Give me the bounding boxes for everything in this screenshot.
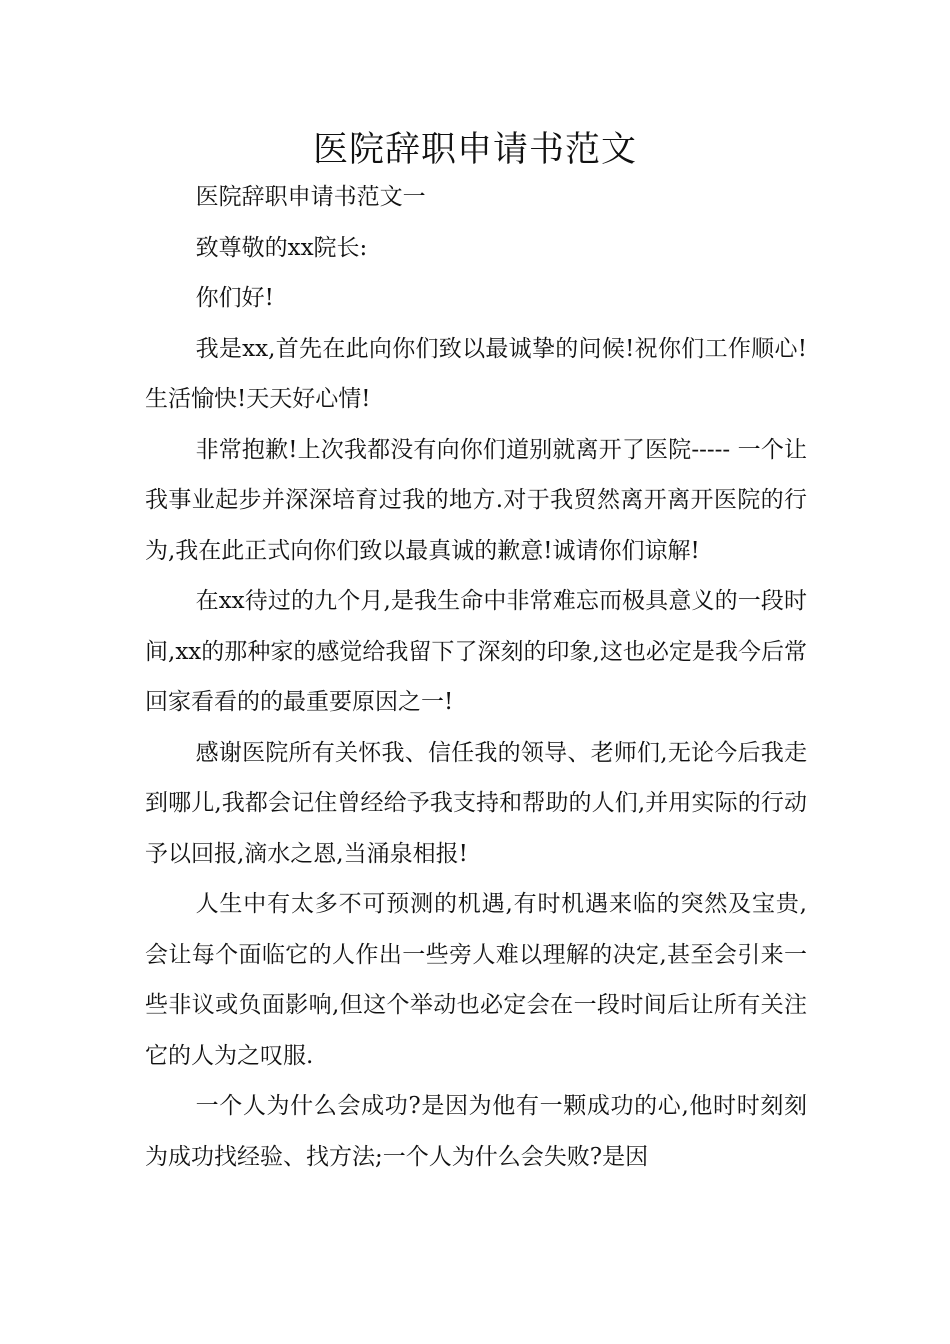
paragraph-subtitle: 医院辞职申请书范文一 — [195, 184, 426, 210]
paragraph: 一个人为什么会成功?是因为他有一颗成功的心,他时时刻刻为成功找经验、找方法;一个人为什么会失败?是因 — [145, 1093, 807, 1170]
paragraph: 非常抱歉!上次我都没有向你们道别就离开了医院----- 一个让我事业起步并深深培育过我的地方.对于我贸然离开离开医院的行为,我在此正式向你们致以最真诚的歉意!诚请你们谅解! — [145, 436, 807, 564]
paragraph: 人生中有太多不可预测的机遇,有时机遇来临的突然及宝贵,会让每个面临它的人作出一些旁人难以理解的决定,甚至会引来一些非议或负面影响,但这个举动也必定会在一段时间后让所有关注它的人为之叹服. — [145, 891, 807, 1069]
paragraph-salutation: 致尊敬的xx院长: — [195, 234, 368, 261]
paragraph: 感谢医院所有关怀我、信任我的领导、老师们,无论今后我走到哪儿,我都会记住曾经给予我支持和帮助的人们,并用实际的行动予以回报,滴水之恩,当涌泉相报! — [145, 739, 807, 867]
paragraph: 我是xx,首先在此向你们致以最诚挚的问候!祝你们工作顺心!生活愉快!天天好心情! — [145, 335, 807, 412]
document-title: 医院辞职申请书范文 — [312, 130, 637, 170]
paragraph-greeting: 你们好! — [195, 285, 274, 311]
document-body — [145, 172, 807, 1182]
paragraph: 在xx待过的九个月,是我生命中非常难忘而极具意义的一段时间,xx的那种家的感觉给我留下了深刻的印象,这也必定是我今后常回家看看的的最重要原因之一! — [145, 588, 807, 715]
